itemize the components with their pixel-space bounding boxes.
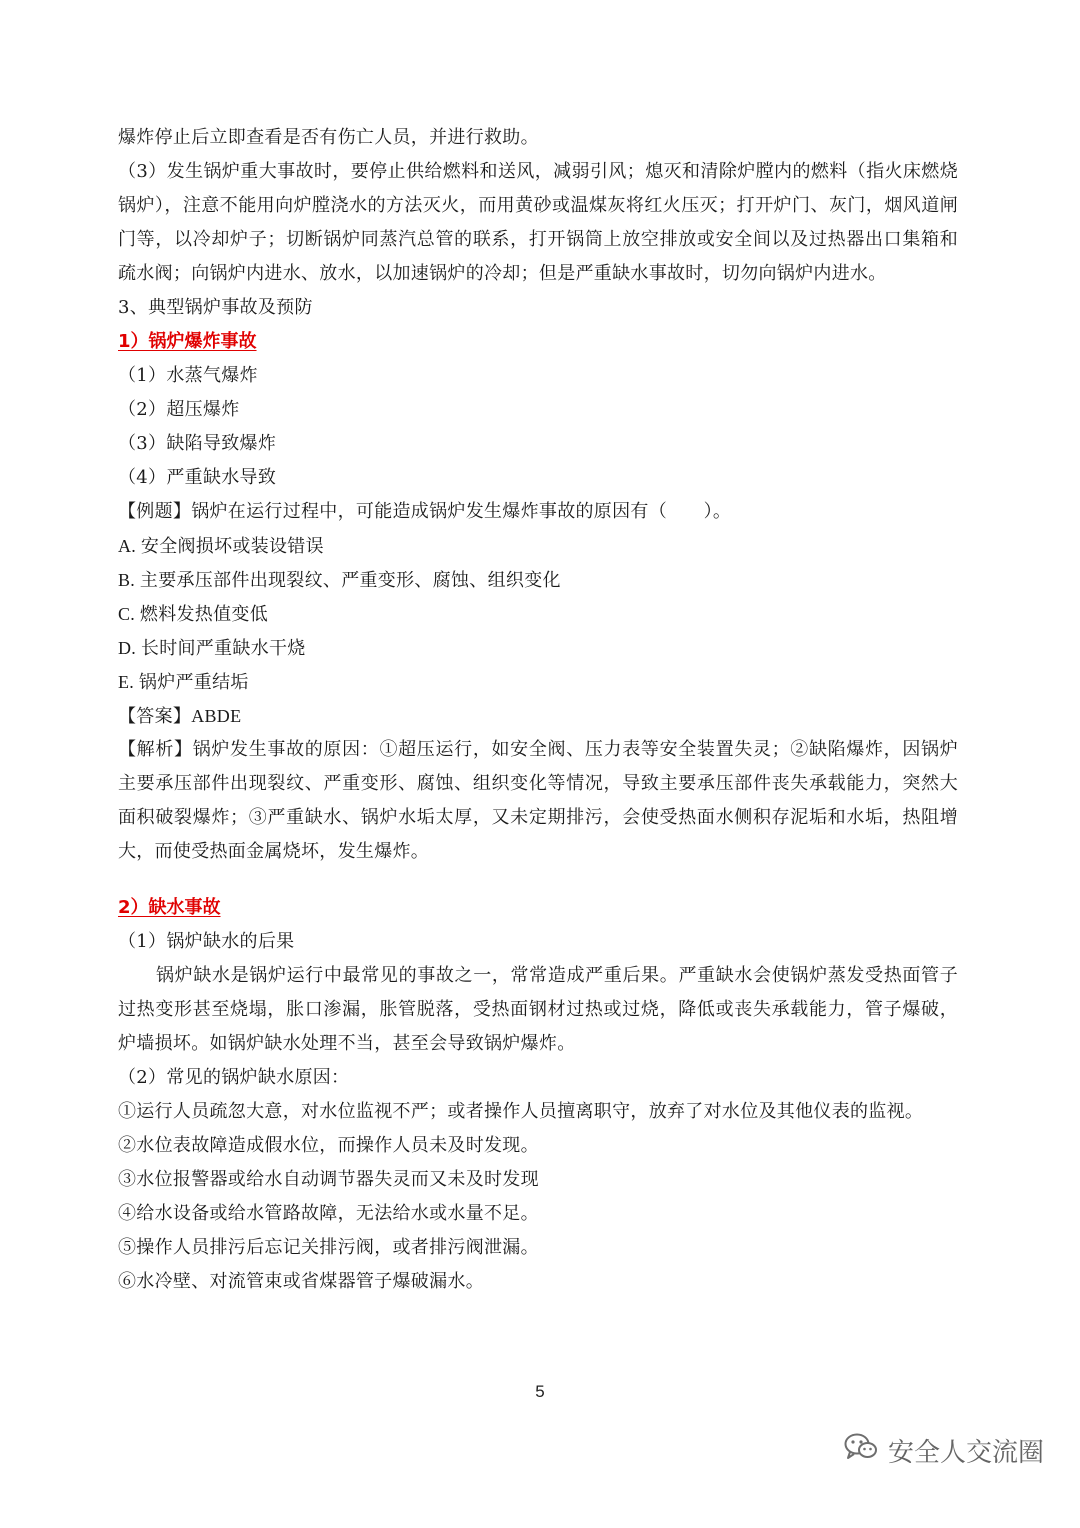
- cause-item: ①运行人员疏忽大意，对水位监视不严；或者操作人员擅离职守，放弃了对水位及其他仪表的监视。: [118, 1101, 924, 1122]
- list-item: （2）常见的锅炉缺水原因：: [118, 1067, 350, 1088]
- cause-item: ③水位报警器或给水自动调节器失灵而又未及时发现: [118, 1169, 539, 1190]
- page-number: 5: [535, 1382, 545, 1401]
- watermark-text: 安全人交流圈: [887, 1438, 1044, 1468]
- heading-boiler-explosion: 1）锅炉爆炸事故: [118, 331, 257, 352]
- watermark: [844, 1432, 1044, 1469]
- option-c: C. 燃料发热值变低: [118, 604, 269, 624]
- analysis-paragraph: 【解析】锅炉发生事故的原因：①超压运行，如安全阀、压力表等安全装置失灵；②缺陷爆炸，因锅炉主要承压部件出现裂纹、严重变形、腐蚀、组织变化等情况，导致主要承压部件丧失承载能力，突然大面积破裂爆炸；③严重缺水、锅炉水垢太厚，又未定期排污，会使受热面水侧积存泥垢和水垢，热阻增大，而使受热面金属烧坏，发生爆炸。: [118, 739, 958, 862]
- list-item: （1）锅炉缺水的后果: [118, 931, 295, 952]
- spacer: [118, 869, 958, 891]
- list-item: （4）严重缺水导致: [118, 467, 277, 488]
- list-item: （2）超压爆炸: [118, 399, 240, 420]
- page-content: [118, 121, 958, 1299]
- answer: 【答案】ABDE: [118, 706, 242, 726]
- list-item: （3）缺陷导致爆炸: [118, 433, 277, 454]
- example-question: 【例题】锅炉在运行过程中，可能造成锅炉发生爆炸事故的原因有（ ）。: [118, 501, 732, 522]
- wechat-icon: [844, 1432, 878, 1469]
- option-d: D. 长时间严重缺水干烧: [118, 638, 306, 658]
- cause-item: ②水位表故障造成假水位，而操作人员未及时发现。: [118, 1135, 539, 1156]
- section-title: 3、典型锅炉事故及预防: [118, 297, 313, 318]
- option-e: E. 锅炉严重结垢: [118, 672, 249, 692]
- cause-item: ⑥水冷壁、对流管束或省煤器管子爆破漏水。: [118, 1271, 484, 1292]
- option-b: B. 主要承压部件出现裂纹、严重变形、腐蚀、组织变化: [118, 570, 561, 590]
- list-item: （1）水蒸气爆炸: [118, 365, 258, 386]
- option-a: A. 安全阀损坏或装设错误: [118, 536, 324, 556]
- paragraph-step-3: （3）发生锅炉重大事故时，要停止供给燃料和送风，减弱引风；熄灭和清除炉膛内的燃料（指火床燃烧锅炉），注意不能用向炉膛浇水的方法灭火，而用黄砂或温煤灰将红火压灭；打开炉门、灰门，烟风道闸门等，以冷却炉子；切断锅炉同蒸汽总管的联系，打开锅筒上放空排放或安全间以及过热器出口集箱和疏水阀；向锅炉内进水、放水，以加速锅炉的冷却；但是严重缺水事故时，切勿向锅炉内进水。: [118, 161, 958, 284]
- text-line: 爆炸停止后立即查看是否有伤亡人员，并进行救助。: [118, 127, 539, 148]
- heading-water-shortage: 2）缺水事故: [118, 897, 221, 918]
- consequence-paragraph: 锅炉缺水是锅炉运行中最常见的事故之一，常常造成严重后果。严重缺水会使锅炉蒸发受热面管子过热变形甚至烧塌，胀口渗漏，胀管脱落，受热面钢材过热或过烧，降低或丧失承载能力，管子爆破，炉墙损坏。如锅炉缺水处理不当，甚至会导致锅炉爆炸。: [118, 965, 958, 1054]
- cause-item: ④给水设备或给水管路故障，无法给水或水量不足。: [118, 1203, 539, 1224]
- cause-item: ⑤操作人员排污后忘记关排污阀，或者排污阀泄漏。: [118, 1237, 539, 1258]
